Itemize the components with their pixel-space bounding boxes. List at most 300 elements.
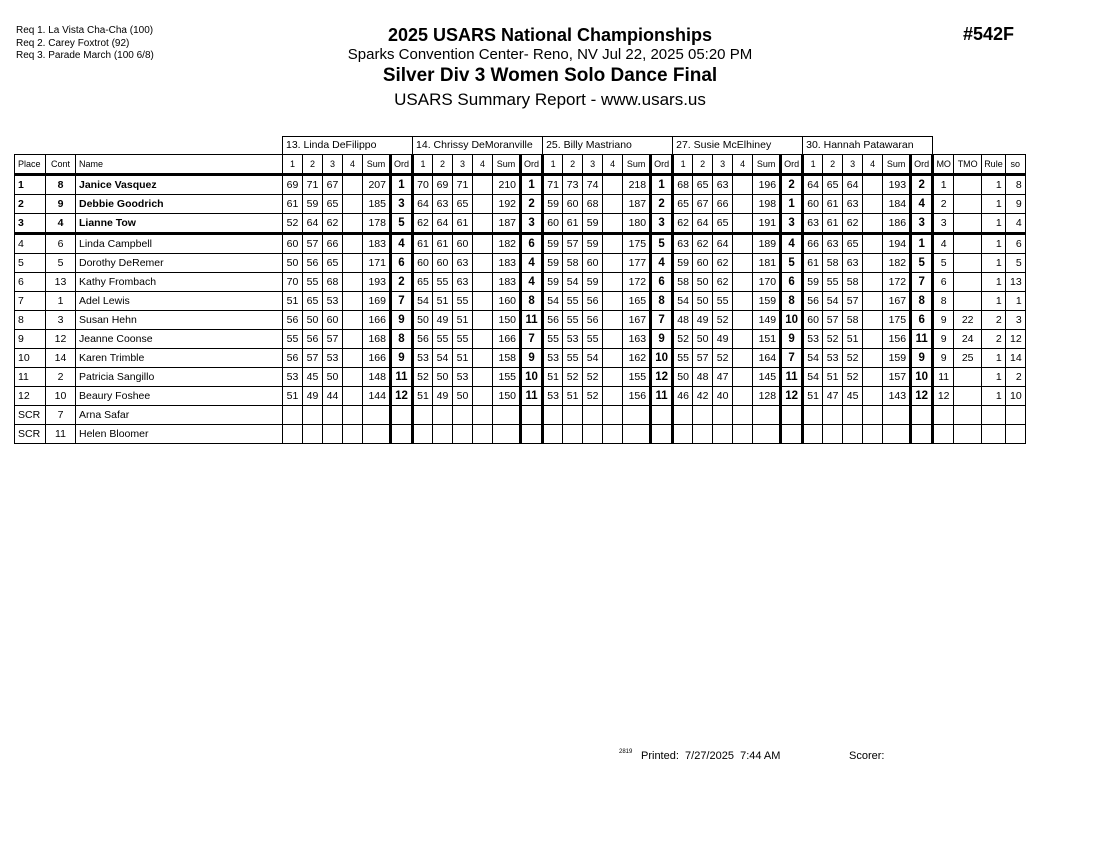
col-score-1: 1 <box>673 155 693 175</box>
score-cell: 69 <box>433 175 453 195</box>
score-cell: 56 <box>283 311 303 330</box>
score-cell <box>473 175 493 195</box>
ord-cell: 9 <box>391 311 413 330</box>
ord-cell: 11 <box>391 368 413 387</box>
score-cell <box>733 195 753 214</box>
ord-cell: 8 <box>651 292 673 311</box>
col-score-2: 2 <box>563 155 583 175</box>
score-cell: 45 <box>303 368 323 387</box>
score-cell: 53 <box>453 368 473 387</box>
score-cell: 54 <box>823 292 843 311</box>
table-row <box>15 330 1026 349</box>
score-cell: 59 <box>803 273 823 292</box>
sum-cell: 183 <box>493 254 521 273</box>
place-cell: SCR <box>15 406 46 425</box>
score-cell: 59 <box>583 214 603 234</box>
sum-cell: 162 <box>623 349 651 368</box>
rule-cell: 1 <box>982 387 1006 406</box>
ord-cell <box>391 425 413 444</box>
sum-cell: 168 <box>363 330 391 349</box>
ord-cell: 7 <box>781 349 803 368</box>
score-cell: 60 <box>433 254 453 273</box>
mo-cell: 11 <box>933 368 954 387</box>
ord-cell: 11 <box>651 387 673 406</box>
sum-cell: 170 <box>753 273 781 292</box>
score-cell: 66 <box>713 195 733 214</box>
report-header <box>250 24 850 111</box>
score-cell <box>323 406 343 425</box>
score-cell: 59 <box>543 254 563 273</box>
mo-cell: 8 <box>933 292 954 311</box>
score-cell <box>473 368 493 387</box>
col-score-2: 2 <box>823 155 843 175</box>
judge-name: 13. Linda DeFilippo <box>283 137 413 155</box>
ord-cell: 12 <box>911 387 933 406</box>
score-cell <box>863 349 883 368</box>
ord-cell: 12 <box>391 387 413 406</box>
score-cell: 52 <box>713 311 733 330</box>
score-cell: 53 <box>283 368 303 387</box>
score-cell: 55 <box>433 273 453 292</box>
score-cell: 49 <box>693 311 713 330</box>
sum-cell: 150 <box>493 311 521 330</box>
ord-cell: 11 <box>911 330 933 349</box>
name-cell: Helen Bloomer <box>76 425 283 444</box>
score-cell: 63 <box>843 254 863 273</box>
ord-cell: 6 <box>521 234 543 254</box>
sum-cell: 166 <box>363 349 391 368</box>
sum-cell: 165 <box>623 292 651 311</box>
score-cell: 54 <box>803 368 823 387</box>
ord-cell: 9 <box>651 330 673 349</box>
name-cell: Patricia Sangillo <box>76 368 283 387</box>
score-cell <box>843 425 863 444</box>
ord-cell: 9 <box>521 349 543 368</box>
ord-cell: 7 <box>911 273 933 292</box>
col-place: Place <box>15 155 46 175</box>
score-cell: 59 <box>583 273 603 292</box>
score-cell <box>473 349 493 368</box>
mo-cell <box>933 406 954 425</box>
score-cell <box>863 387 883 406</box>
score-cell: 56 <box>803 292 823 311</box>
requirement-2: Req 2. Carey Foxtrot (92) <box>16 37 130 49</box>
sum-cell: 194 <box>883 234 911 254</box>
score-cell <box>473 330 493 349</box>
score-cell: 53 <box>413 349 433 368</box>
tmo-cell <box>954 368 982 387</box>
name-cell: Kathy Frombach <box>76 273 283 292</box>
judge-name: 14. Chrissy DeMoranville <box>413 137 543 155</box>
score-cell: 60 <box>803 311 823 330</box>
mo-cell <box>933 425 954 444</box>
so-cell: 6 <box>1005 234 1025 254</box>
score-cell <box>603 214 623 234</box>
event-title: Silver Div 3 Women Solo Dance Final <box>382 65 718 86</box>
score-cell: 52 <box>283 214 303 234</box>
ord-cell <box>521 406 543 425</box>
sum-cell: 145 <box>753 368 781 387</box>
score-cell <box>413 425 433 444</box>
sum-cell: 169 <box>363 292 391 311</box>
score-cell: 62 <box>713 273 733 292</box>
ord-cell: 3 <box>391 195 413 214</box>
ord-cell: 5 <box>391 214 413 234</box>
score-cell: 51 <box>283 292 303 311</box>
rule-cell <box>982 406 1006 425</box>
ord-cell: 9 <box>911 349 933 368</box>
so-cell: 5 <box>1005 254 1025 273</box>
score-cell: 50 <box>693 330 713 349</box>
ord-cell: 5 <box>911 254 933 273</box>
score-cell: 61 <box>823 214 843 234</box>
score-cell: 64 <box>303 214 323 234</box>
rule-cell: 1 <box>982 273 1006 292</box>
score-cell <box>303 425 323 444</box>
sum-cell <box>623 425 651 444</box>
requirement-3: Req 3. Parade March (100 6/8) <box>16 50 154 61</box>
ord-cell: 4 <box>391 234 413 254</box>
ord-cell: 12 <box>781 387 803 406</box>
score-cell <box>343 292 363 311</box>
col-sum: Sum <box>623 155 651 175</box>
score-cell: 54 <box>413 292 433 311</box>
place-cell: 2 <box>15 195 46 214</box>
score-cell: 51 <box>823 368 843 387</box>
score-cell <box>603 311 623 330</box>
score-cell: 48 <box>693 368 713 387</box>
cont-cell: 10 <box>46 387 76 406</box>
score-cell: 57 <box>323 330 343 349</box>
score-cell <box>583 425 603 444</box>
so-cell: 2 <box>1005 368 1025 387</box>
ord-cell: 1 <box>651 175 673 195</box>
results-table <box>14 136 1026 444</box>
score-cell: 49 <box>433 311 453 330</box>
score-cell: 55 <box>453 292 473 311</box>
col-score-1: 1 <box>283 155 303 175</box>
score-cell: 53 <box>803 330 823 349</box>
ord-cell: 3 <box>651 214 673 234</box>
ord-cell: 6 <box>651 273 673 292</box>
cont-cell: 3 <box>46 311 76 330</box>
ord-cell: 9 <box>781 330 803 349</box>
col-score-4: 4 <box>473 155 493 175</box>
ord-cell: 2 <box>391 273 413 292</box>
score-cell: 59 <box>543 273 563 292</box>
sum-cell: 159 <box>753 292 781 311</box>
ord-cell <box>781 406 803 425</box>
ord-cell: 5 <box>781 254 803 273</box>
score-cell: 61 <box>453 214 473 234</box>
score-cell: 61 <box>413 234 433 254</box>
tmo-cell <box>954 406 982 425</box>
name-cell: Susan Hehn <box>76 311 283 330</box>
sum-cell <box>623 406 651 425</box>
score-cell: 73 <box>563 175 583 195</box>
sum-cell: 175 <box>623 234 651 254</box>
rule-cell: 1 <box>982 254 1006 273</box>
col-mo: MO <box>933 155 954 175</box>
sum-cell <box>493 406 521 425</box>
name-cell: Dorothy DeRemer <box>76 254 283 273</box>
ord-cell: 2 <box>781 175 803 195</box>
ord-cell: 7 <box>391 292 413 311</box>
score-cell <box>863 368 883 387</box>
score-cell: 57 <box>823 311 843 330</box>
name-cell: Adel Lewis <box>76 292 283 311</box>
so-cell <box>1005 406 1025 425</box>
score-cell <box>563 425 583 444</box>
col-score-4: 4 <box>733 155 753 175</box>
score-cell: 50 <box>433 368 453 387</box>
so-cell: 10 <box>1005 387 1025 406</box>
score-cell: 55 <box>583 330 603 349</box>
requirements-list <box>16 25 154 63</box>
score-cell <box>343 387 363 406</box>
score-cell <box>733 234 753 254</box>
ord-cell: 12 <box>651 368 673 387</box>
tmo-cell: 25 <box>954 349 982 368</box>
score-cell: 46 <box>673 387 693 406</box>
score-cell: 62 <box>673 214 693 234</box>
score-cell: 54 <box>803 349 823 368</box>
score-cell <box>803 425 823 444</box>
score-cell <box>603 406 623 425</box>
score-cell: 55 <box>283 330 303 349</box>
ord-cell: 9 <box>391 349 413 368</box>
sum-cell: 167 <box>623 311 651 330</box>
judge-name: 27. Susie McElhiney <box>673 137 803 155</box>
col-score-2: 2 <box>433 155 453 175</box>
score-cell <box>343 349 363 368</box>
col-score-1: 1 <box>803 155 823 175</box>
place-cell: 3 <box>15 214 46 234</box>
ord-cell <box>911 425 933 444</box>
score-cell <box>563 406 583 425</box>
score-cell <box>693 406 713 425</box>
score-cell <box>803 406 823 425</box>
ord-cell: 6 <box>391 254 413 273</box>
ord-cell <box>781 425 803 444</box>
sum-cell: 189 <box>753 234 781 254</box>
score-cell <box>473 273 493 292</box>
score-cell <box>863 234 883 254</box>
score-cell: 65 <box>413 273 433 292</box>
score-cell <box>733 330 753 349</box>
sum-cell <box>883 425 911 444</box>
score-cell: 63 <box>803 214 823 234</box>
score-cell: 52 <box>843 368 863 387</box>
col-score-1: 1 <box>543 155 563 175</box>
score-cell <box>343 273 363 292</box>
score-cell: 68 <box>323 273 343 292</box>
ord-cell: 8 <box>781 292 803 311</box>
score-cell: 52 <box>563 368 583 387</box>
score-cell <box>673 425 693 444</box>
score-cell <box>343 214 363 234</box>
score-cell: 54 <box>433 349 453 368</box>
score-cell <box>863 273 883 292</box>
score-cell: 58 <box>563 254 583 273</box>
place-cell: 8 <box>15 311 46 330</box>
score-cell: 65 <box>713 214 733 234</box>
col-ord: Ord <box>651 155 673 175</box>
so-cell <box>1005 425 1025 444</box>
sum-cell: 193 <box>363 273 391 292</box>
sum-cell: 198 <box>753 195 781 214</box>
score-cell: 66 <box>323 234 343 254</box>
score-cell <box>863 406 883 425</box>
score-cell: 51 <box>433 292 453 311</box>
score-cell <box>713 406 733 425</box>
scorer-label: Scorer: <box>849 750 885 762</box>
sum-cell: 164 <box>753 349 781 368</box>
sum-cell: 182 <box>883 254 911 273</box>
score-cell <box>473 254 493 273</box>
ord-cell: 4 <box>521 273 543 292</box>
score-cell: 69 <box>283 175 303 195</box>
ord-cell: 1 <box>391 175 413 195</box>
sum-cell: 191 <box>753 214 781 234</box>
rule-cell: 2 <box>982 330 1006 349</box>
cont-cell: 12 <box>46 330 76 349</box>
score-cell: 65 <box>323 195 343 214</box>
score-cell: 65 <box>673 195 693 214</box>
score-cell: 54 <box>563 273 583 292</box>
score-cell: 50 <box>673 368 693 387</box>
ord-cell: 8 <box>911 292 933 311</box>
table-row <box>15 195 1026 214</box>
col-score-3: 3 <box>323 155 343 175</box>
score-cell: 71 <box>543 175 563 195</box>
sum-cell: 183 <box>363 234 391 254</box>
sum-cell: 172 <box>883 273 911 292</box>
score-cell <box>543 425 563 444</box>
ord-cell: 4 <box>781 234 803 254</box>
col-score-2: 2 <box>693 155 713 175</box>
score-cell: 60 <box>413 254 433 273</box>
score-cell <box>343 368 363 387</box>
table-row <box>15 311 1026 330</box>
col-ord: Ord <box>521 155 543 175</box>
score-cell: 42 <box>693 387 713 406</box>
place-cell: 9 <box>15 330 46 349</box>
score-cell <box>283 425 303 444</box>
rule-cell: 1 <box>982 368 1006 387</box>
tmo-cell <box>954 214 982 234</box>
score-cell: 50 <box>693 273 713 292</box>
score-cell: 59 <box>673 254 693 273</box>
score-cell <box>733 387 753 406</box>
score-cell <box>863 292 883 311</box>
report-title: USARS Summary Report - www.usars.us <box>394 90 706 109</box>
ord-cell <box>391 406 413 425</box>
judge-name: 25. Billy Mastriano <box>543 137 673 155</box>
sum-cell: 149 <box>753 311 781 330</box>
score-cell: 53 <box>543 349 563 368</box>
ord-cell: 2 <box>651 195 673 214</box>
score-cell: 56 <box>303 330 323 349</box>
score-cell: 64 <box>713 234 733 254</box>
table-row <box>15 292 1026 311</box>
judge-header-row <box>15 137 1026 155</box>
tmo-cell: 22 <box>954 311 982 330</box>
score-cell: 50 <box>303 311 323 330</box>
score-cell: 62 <box>413 214 433 234</box>
score-cell: 55 <box>453 330 473 349</box>
sum-cell: 144 <box>363 387 391 406</box>
score-cell <box>343 311 363 330</box>
score-cell <box>603 175 623 195</box>
score-cell: 53 <box>323 349 343 368</box>
sum-cell: 192 <box>493 195 521 214</box>
score-cell: 51 <box>283 387 303 406</box>
score-cell: 57 <box>843 292 863 311</box>
score-cell: 60 <box>693 254 713 273</box>
score-cell: 57 <box>563 234 583 254</box>
score-cell <box>603 368 623 387</box>
score-cell <box>343 425 363 444</box>
score-cell <box>733 273 753 292</box>
score-cell <box>343 406 363 425</box>
score-cell: 56 <box>583 292 603 311</box>
score-cell <box>433 425 453 444</box>
score-cell: 62 <box>713 254 733 273</box>
score-cell: 55 <box>543 330 563 349</box>
col-sum: Sum <box>493 155 521 175</box>
name-cell: Karen Trimble <box>76 349 283 368</box>
score-cell: 56 <box>303 254 323 273</box>
score-cell: 71 <box>303 175 323 195</box>
score-cell <box>283 406 303 425</box>
score-cell <box>413 406 433 425</box>
score-cell: 60 <box>803 195 823 214</box>
ord-cell: 1 <box>911 234 933 254</box>
venue-date: Sparks Convention Center- Reno, NV Jul 22, 2025 05:20 PM <box>347 46 753 63</box>
so-cell: 3 <box>1005 311 1025 330</box>
ord-cell: 6 <box>781 273 803 292</box>
ord-cell: 1 <box>521 175 543 195</box>
score-cell <box>603 273 623 292</box>
score-cell <box>473 311 493 330</box>
sum-cell: 187 <box>623 195 651 214</box>
sum-cell: 156 <box>883 330 911 349</box>
score-cell: 52 <box>583 387 603 406</box>
score-cell: 60 <box>453 234 473 254</box>
sum-cell: 184 <box>883 195 911 214</box>
score-cell: 55 <box>563 311 583 330</box>
score-cell: 63 <box>713 175 733 195</box>
ord-cell: 10 <box>521 368 543 387</box>
score-cell: 68 <box>673 175 693 195</box>
score-cell <box>733 292 753 311</box>
score-cell: 56 <box>583 311 603 330</box>
score-cell: 61 <box>433 234 453 254</box>
tmo-cell <box>954 254 982 273</box>
col-cont: Cont <box>46 155 76 175</box>
score-cell: 55 <box>563 349 583 368</box>
score-cell: 47 <box>713 368 733 387</box>
score-cell: 70 <box>413 175 433 195</box>
sum-cell: 183 <box>493 273 521 292</box>
name-cell: Debbie Goodrich <box>76 195 283 214</box>
score-cell: 59 <box>543 195 563 214</box>
mo-cell: 12 <box>933 387 954 406</box>
name-cell: Jeanne Coonse <box>76 330 283 349</box>
score-cell <box>733 214 753 234</box>
so-cell: 4 <box>1005 214 1025 234</box>
